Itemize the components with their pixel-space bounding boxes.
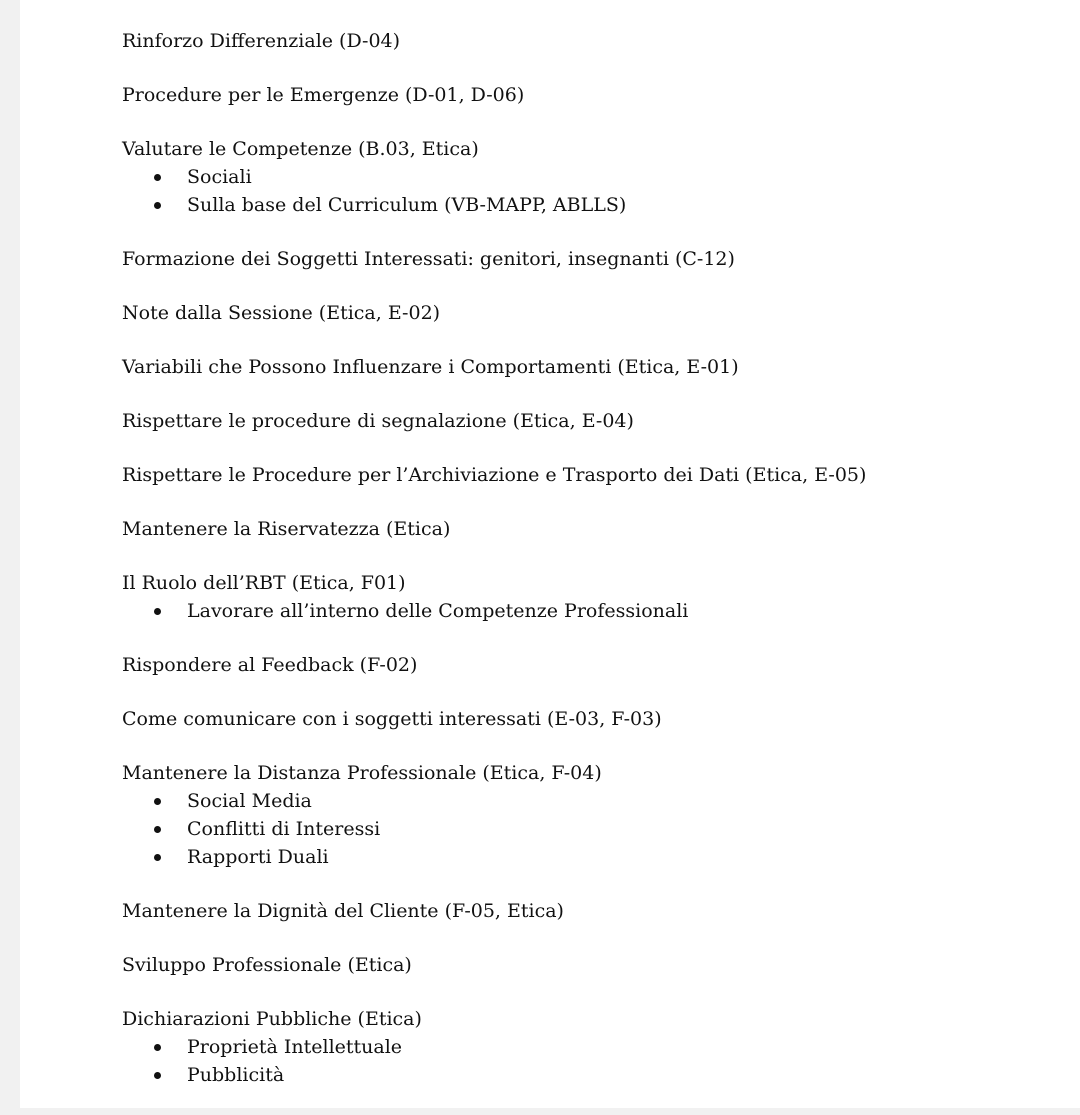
bullet-item <box>122 815 1062 843</box>
topic-section <box>122 81 1062 109</box>
topic-section <box>122 951 1062 979</box>
bullet-icon <box>154 608 161 615</box>
topic-section <box>122 461 1062 489</box>
document-body <box>122 27 1062 1115</box>
bullet-item <box>122 191 1062 219</box>
document-page <box>20 0 1080 1108</box>
topic-heading: Come comunicare con i soggetti interessati (E-03, F-03) <box>122 708 662 730</box>
topic-heading: Variabili che Possono Influenzare i Comportamenti (Etica, E-01) <box>122 356 739 378</box>
bullet-text: Conflitti di Interessi <box>187 818 381 840</box>
bullet-icon <box>154 826 161 833</box>
topic-heading: Formazione dei Soggetti Interessati: genitori, insegnanti (C-12) <box>122 248 735 270</box>
topic-section <box>122 651 1062 679</box>
bullet-list <box>122 1033 1062 1089</box>
topic-heading: Procedure per le Emergenze (D-01, D-06) <box>122 84 525 106</box>
bullet-icon <box>154 798 161 805</box>
topic-heading: Rinforzo Differenziale (D-04) <box>122 30 401 52</box>
bullet-item <box>122 1061 1062 1089</box>
bullet-text: Sulla base del Curriculum (VB-MAPP, ABLLS) <box>187 194 627 216</box>
topic-section <box>122 135 1062 219</box>
bullet-icon <box>154 174 161 181</box>
topic-heading: Rispondere al Feedback (F-02) <box>122 654 418 676</box>
topic-section <box>122 1005 1062 1089</box>
bullet-text: Rapporti Duali <box>187 846 329 868</box>
topic-heading: Mantenere la Distanza Professionale (Etica, F-04) <box>122 762 602 784</box>
topic-section <box>122 245 1062 273</box>
bullet-item <box>122 843 1062 871</box>
topic-section <box>122 515 1062 543</box>
topic-heading: Dichiarazioni Pubbliche (Etica) <box>122 1008 422 1030</box>
bullet-item <box>122 787 1062 815</box>
bullet-icon <box>154 202 161 209</box>
topic-section <box>122 897 1062 925</box>
bullet-text: Lavorare all’interno delle Competenze Professionali <box>187 600 689 622</box>
bullet-text: Pubblicità <box>187 1064 285 1086</box>
topic-heading: Il Ruolo dell’RBT (Etica, F01) <box>122 572 406 594</box>
bullet-list <box>122 163 1062 219</box>
topic-section <box>122 759 1062 871</box>
topic-heading: Valutare le Competenze (B.03, Etica) <box>122 138 479 160</box>
bullet-text: Sociali <box>187 166 252 188</box>
topic-heading: Note dalla Sessione (Etica, E-02) <box>122 302 441 324</box>
topic-heading: Rispettare le Procedure per l’Archiviazione e Trasporto dei Dati (Etica, E-05) <box>122 464 867 486</box>
bullet-item <box>122 597 1062 625</box>
bullet-icon <box>154 854 161 861</box>
bullet-list <box>122 787 1062 871</box>
topic-section <box>122 705 1062 733</box>
topic-section <box>122 407 1062 435</box>
topic-section <box>122 27 1062 55</box>
bullet-text: Proprietà Intellettuale <box>187 1036 403 1058</box>
bullet-list <box>122 597 1062 625</box>
bullet-item <box>122 163 1062 191</box>
topic-heading: Mantenere la Riservatezza (Etica) <box>122 518 451 540</box>
bullet-item <box>122 1033 1062 1061</box>
topic-heading: Sviluppo Professionale (Etica) <box>122 954 412 976</box>
bullet-icon <box>154 1044 161 1051</box>
topic-section <box>122 299 1062 327</box>
bullet-text: Social Media <box>187 790 312 812</box>
bullet-icon <box>154 1072 161 1079</box>
topic-section <box>122 569 1062 625</box>
topic-heading: Mantenere la Dignità del Cliente (F-05, Etica) <box>122 900 564 922</box>
topic-section <box>122 353 1062 381</box>
topic-heading: Rispettare le procedure di segnalazione (Etica, E-04) <box>122 410 634 432</box>
